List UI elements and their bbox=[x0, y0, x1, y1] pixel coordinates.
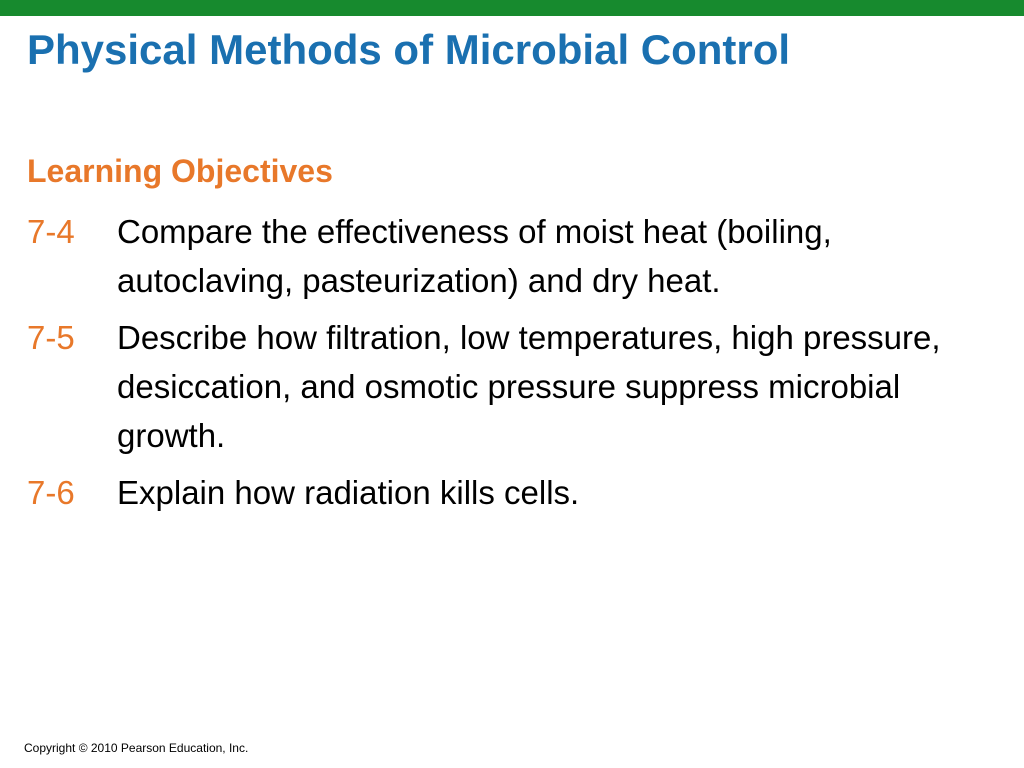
objective-text: Explain how radiation kills cells. bbox=[117, 474, 580, 511]
objective-7-5 bbox=[27, 313, 997, 460]
objective-number: 7-6 bbox=[27, 474, 75, 511]
objective-number: 7-5 bbox=[27, 319, 75, 356]
objective-7-6 bbox=[27, 468, 997, 517]
learning-objectives-list bbox=[27, 207, 997, 525]
slide-title: Physical Methods of Microbial Control bbox=[27, 26, 791, 73]
objective-number: 7-4 bbox=[27, 213, 75, 250]
copyright-notice: Copyright © 2010 Pearson Education, Inc. bbox=[24, 741, 249, 755]
objective-text: Compare the effectiveness of moist heat (boiling, autoclaving, pasteurization) and dry heat. bbox=[117, 213, 832, 299]
objective-7-4 bbox=[27, 207, 997, 305]
top-accent-bar bbox=[0, 0, 1024, 16]
objective-text: Describe how filtration, low temperatures, high pressure, desiccation, and osmotic pressure suppress microbial growth. bbox=[117, 319, 941, 454]
learning-objectives-heading: Learning Objectives bbox=[27, 153, 333, 189]
